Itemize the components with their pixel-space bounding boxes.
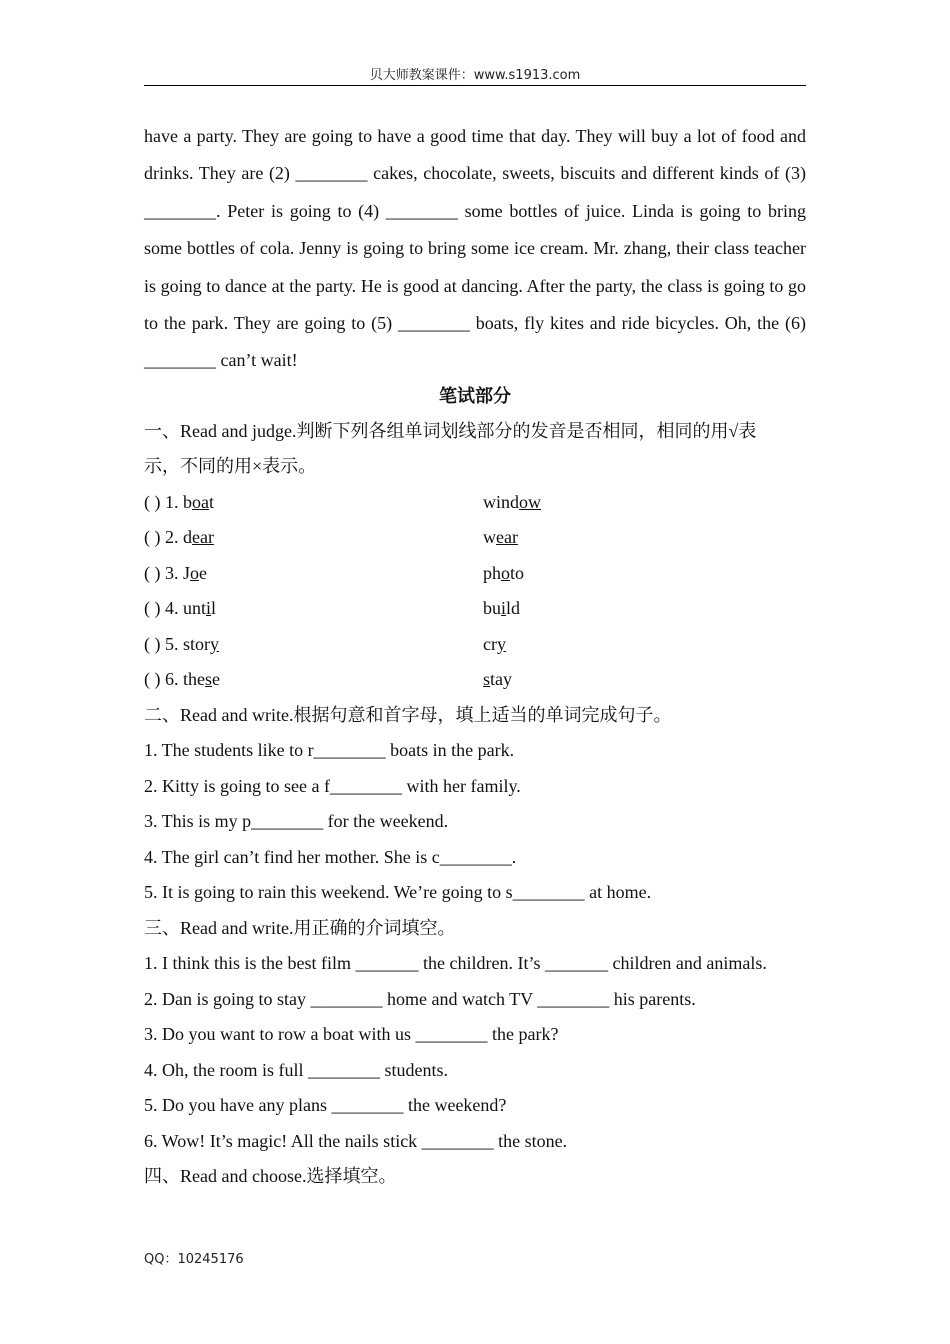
page-footer: QQ：10245176 <box>144 1252 244 1267</box>
part3-heading: 三、Read and write.用正确的介词填空。 <box>144 917 456 938</box>
part3-item: 2. Dan is going to stay ________ home and watch TV ________ his parents. <box>144 988 696 1009</box>
judge-word-a: ( ) 3. Joe <box>144 562 208 583</box>
part2-item: 2. Kitty is going to see a f________ with her family. <box>144 775 521 796</box>
part1-heading-line2: 示，不同的用×表示。 <box>144 456 317 477</box>
judge-word-b: stay <box>483 669 513 690</box>
part2-item: 3. This is my p________ for the weekend. <box>144 811 449 832</box>
judge-word-a: ( ) 5. story <box>144 633 219 654</box>
section-title: 笔试部分 <box>439 385 511 407</box>
judge-item <box>144 520 806 556</box>
passage-paragraph: have a party. They are going to have a good time that day. They will buy a lot of food and drinks. They are (2) ________ cakes, chocolate, sweets, biscuits and different kinds of (3) ________. Peter is going to (4) ________ some bottles of juice. Linda is going to bring some bottles of cola. Jenny is going to bring some ice cream. Mr. zhang, their class teacher is going to dance at the party. He is good at dancing. After the party, the class is going to go to the park. They are going to (5) ________ boats, fly kites and ride bicycles. Oh, the (6) ________ can’t wait! <box>144 126 806 371</box>
judge-word-a: ( ) 4. until <box>144 598 217 619</box>
part3-item: 4. Oh, the room is full ________ students. <box>144 1059 448 1080</box>
part2-item: 4. The girl can’t find her mother. She is c________. <box>144 846 517 867</box>
header-rule <box>144 85 806 86</box>
judge-word-b: wear <box>483 527 518 548</box>
part4-heading: 四、Read and choose.选择填空。 <box>144 1166 397 1187</box>
judge-item <box>144 591 806 627</box>
judge-word-b: build <box>483 598 521 619</box>
part2-item: 5. It is going to rain this weekend. We’re going to s________ at home. <box>144 882 652 903</box>
judge-item <box>144 662 806 698</box>
document-body <box>144 118 806 1195</box>
judge-word-a: ( ) 1. boat <box>144 491 215 512</box>
judge-item <box>144 627 806 663</box>
part2-item: 1. The students like to r________ boats in the park. <box>144 740 515 761</box>
part1-heading-line1: 一、Read and judge.判断下列各组单词划线部分的发音是否相同，相同的用√表 <box>144 420 757 441</box>
judge-item <box>144 556 806 592</box>
part3-item: 6. Wow! It’s magic! All the nails stick ________ the stone. <box>144 1130 568 1151</box>
part2-heading: 二、Read and write.根据句意和首字母，填上适当的单词完成句子。 <box>144 704 672 725</box>
judge-word-b: cry <box>483 633 506 654</box>
judge-word-b: window <box>483 491 541 512</box>
page-header: 贝大师教案课件：www.s1913.com <box>369 68 581 83</box>
part3-item: 1. I think this is the best film _______ the children. It’s _______ children and animals. <box>144 953 767 974</box>
judge-word-a: ( ) 2. dear <box>144 527 214 548</box>
part3-item: 3. Do you want to row a boat with us ________ the park? <box>144 1024 559 1045</box>
judge-item <box>144 485 806 521</box>
judge-word-a: ( ) 6. these <box>144 669 221 690</box>
part1-list <box>144 485 806 698</box>
judge-word-b: photo <box>483 562 525 583</box>
part3-item: 5. Do you have any plans ________ the weekend? <box>144 1095 507 1116</box>
